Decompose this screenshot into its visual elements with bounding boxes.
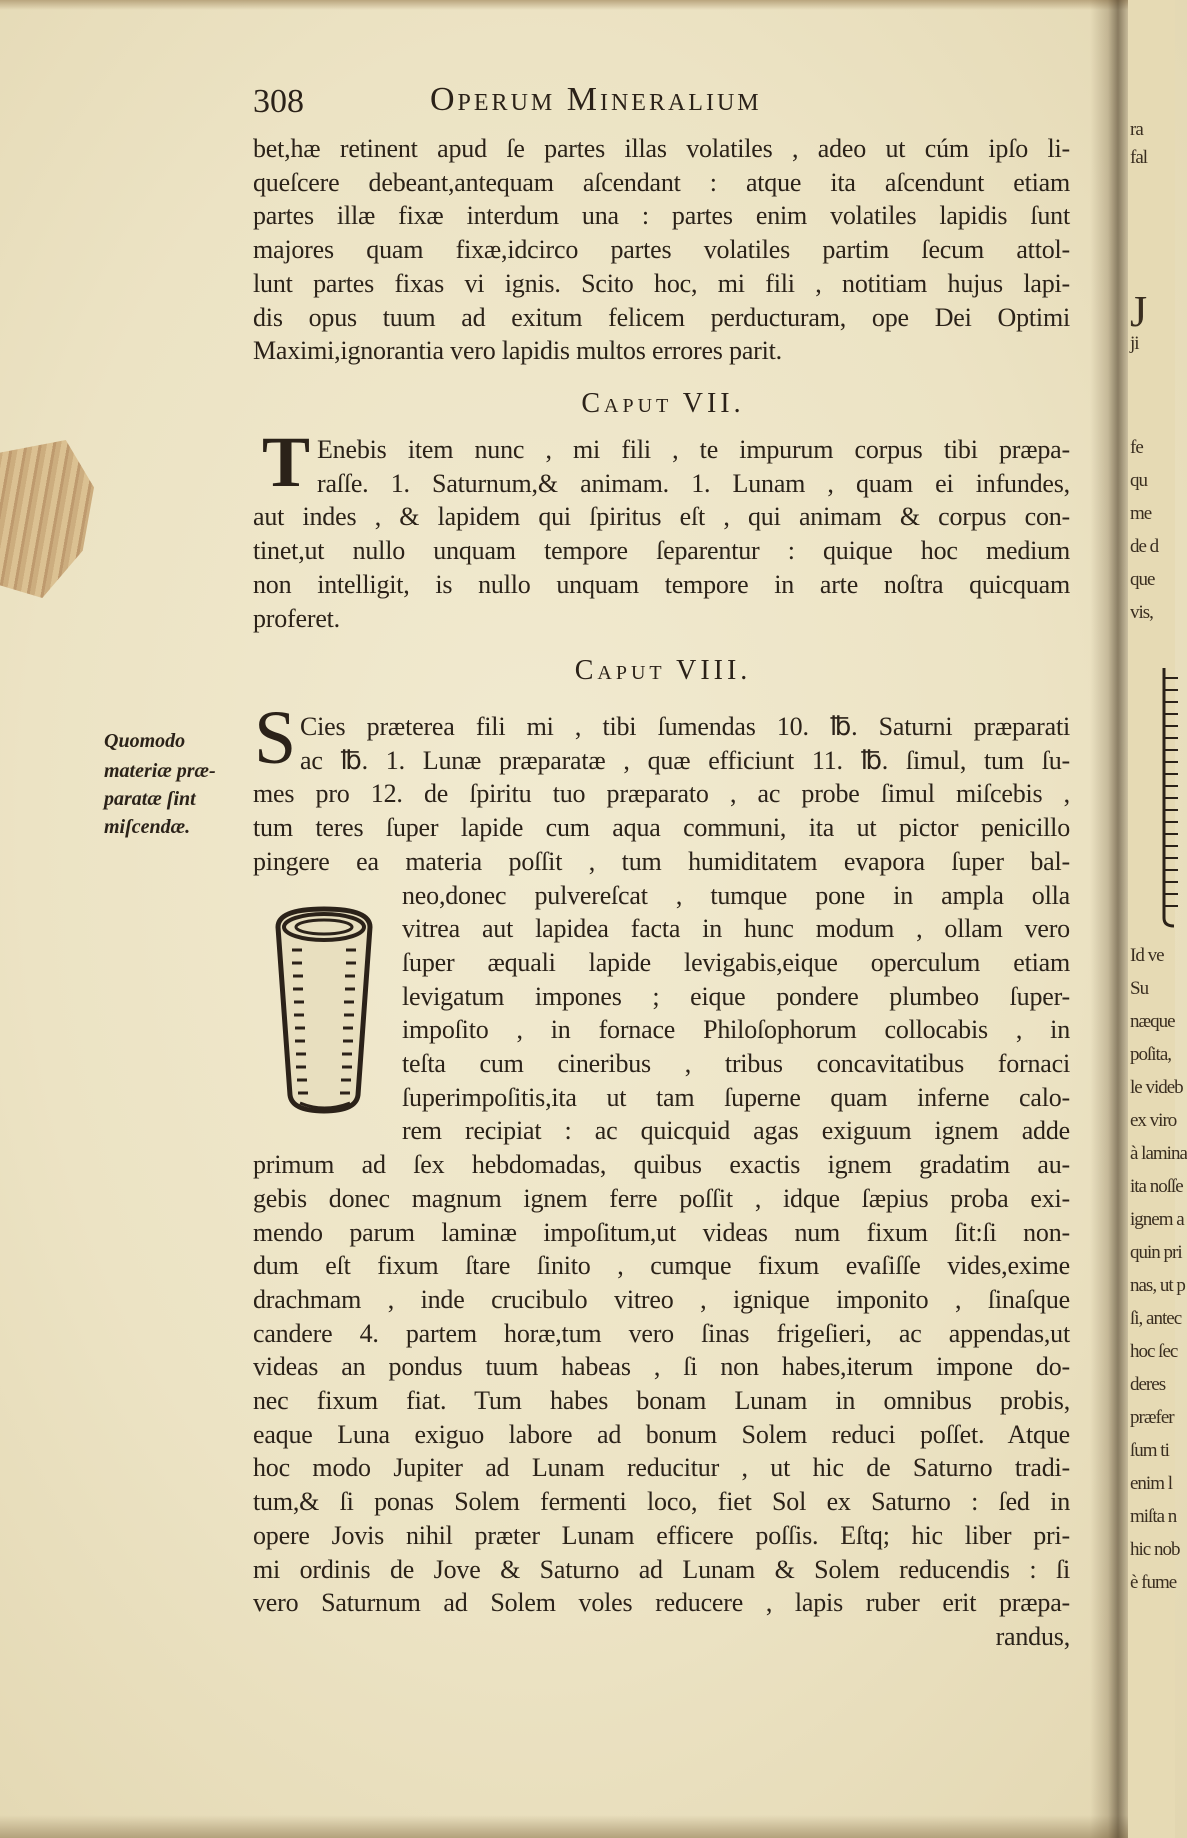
page-top-edge — [0, 0, 1175, 10]
facing-page-fragment: quin pri — [1130, 1242, 1182, 1263]
text-line: teſta cum cineribus , tribus concavitatibus fornaci — [402, 1049, 1070, 1078]
text-line: tum teres ſuper lapide cum aqua communi, ita ut pictor penicillo — [253, 813, 1070, 843]
text-line: hoc modo Jupiter ad Lunam reducitur , ut hic de Saturno tradi- — [253, 1453, 1070, 1483]
facing-page-fragment: miſta n — [1130, 1506, 1177, 1527]
chapter-7-drop-cap: T — [262, 422, 311, 502]
text-line: drachmam , inde crucibulo vitreo , ignique imponito , ſinaſque — [253, 1284, 1070, 1314]
text-line: aut indes , & lapidem qui ſpiritus eſt , qui animam & corpus con- — [253, 502, 1070, 532]
facing-page-fragment: ex viro — [1130, 1110, 1177, 1131]
text-line: neo,donec pulvereſcat , tumque pone in ampla olla — [402, 880, 1070, 910]
text-line: primum ad ſex hebdomadas, quibus exactis ignem gradatim au- — [253, 1150, 1070, 1180]
facing-page-fragment: ita noſſe — [1130, 1176, 1183, 1197]
facing-page-fragment: næque — [1130, 1011, 1175, 1032]
text-line: partes illæ fixæ interdum una : partes enim volatiles lapidis ſunt — [253, 201, 1070, 231]
text-line: ſuper æquali lapide levigabis,eique operculum etiam — [402, 947, 1070, 977]
text-line: impoſito , in fornace Philoſophorum collocabis , in — [402, 1015, 1070, 1045]
text-line: raſſe. 1. Saturnum,& animam. 1. Lunam , quam ei infundes, — [317, 468, 1070, 498]
margin-note-line: paratæ ſint — [104, 788, 196, 810]
text-line: rem recipiat : ac quicquid agas exiguum ignem adde — [402, 1116, 1070, 1146]
facing-page-fragment: Id ve — [1130, 945, 1164, 966]
text-line: bet,hæ retinent apud ſe partes illas volatiles , adeo ut cúm ipſo li- — [253, 134, 1070, 163]
text-line: opere Jovis nihil præter Lunam efficere poſſis. Eſtq; hic liber pri- — [253, 1520, 1070, 1550]
page-bottom-edge — [0, 1815, 1175, 1838]
facing-page-fragment: qu — [1130, 470, 1147, 491]
text-line: gebis donec magnum ignem ferre poſſit , idque ſæpius proba exi- — [253, 1183, 1070, 1213]
facing-page-fragment: enim l — [1130, 1473, 1173, 1494]
facing-page-fragment: ſum ti — [1130, 1440, 1169, 1461]
chapter-8-drop-cap: S — [254, 696, 297, 780]
facing-page-fragment: de d — [1130, 536, 1159, 557]
text-line: majores quam fixæ,idcirco partes volatiles partim ſecum attol- — [253, 235, 1070, 265]
text-line: tinet,ut nullo unquam tempore ſeparentur : quique hoc medium — [253, 536, 1070, 566]
facing-page-fragment: hoc ſec — [1130, 1341, 1178, 1362]
text-line: Cies præterea fili mi , tibi ſumendas 10. ℔. Saturni præparati — [300, 712, 1070, 741]
text-line: tum,& ſi ponas Solem fermenti loco, fiet Sol ex Saturno : ſed in — [253, 1487, 1070, 1517]
text-line: nec fixum fiat. Tum habes bonam Lunam in omnibus probis, — [253, 1386, 1070, 1415]
facing-page-fragment: nas, ut p — [1130, 1275, 1185, 1296]
text-line: pingere ea materia poſſit , tum humiditatem evapora ſuper bal- — [253, 846, 1070, 876]
page-number: 308 — [253, 83, 304, 120]
facing-page-fragment: ſi, antec — [1130, 1308, 1182, 1329]
text-line: mendo parum laminæ impoſitum,ut videas num fixum ſit:ſi non- — [253, 1217, 1070, 1247]
text-line: videas an pondus tuum habeas , ſi non habes,iterum impone do- — [253, 1352, 1070, 1382]
facing-page-fragment: vis, — [1130, 602, 1153, 623]
text-line: ac ℔. 1. Lunæ præparatæ , quæ efficiunt 11. ℔. ſimul, tum ſu- — [300, 745, 1070, 775]
facing-page-strip — [1128, 0, 1187, 1838]
facing-page-fragment: J — [1130, 287, 1147, 336]
text-line: vero Saturnum ad Solem voles reducere , lapis ruber erit præpa- — [253, 1588, 1070, 1618]
coil-illustration-fragment — [1156, 668, 1178, 928]
book-gutter-shadow — [1090, 0, 1130, 1838]
text-line: ſuperimpoſitis,ita ut tam ſuperne quam inferne calo- — [402, 1082, 1070, 1112]
text-line: queſcere debeant,antequam aſcendant : atque ita aſcendunt etiam — [253, 167, 1070, 197]
text-line: vitrea aut lapidea facta in hunc modum , ollam vero — [402, 914, 1070, 944]
text-line: dum eſt fixum ſtare ſinito , cumque fixum evaſiſſe vides,exime — [253, 1251, 1070, 1281]
vessel-illustration — [270, 905, 378, 1115]
text-line: lunt partes fixas vi ignis. Scito hoc, mi fili , notitiam hujus lapi- — [253, 268, 1070, 298]
facing-page-fragment: ignem a — [1130, 1209, 1184, 1230]
facing-page-fragment: ji — [1130, 333, 1139, 354]
text-line: dis opus tuum ad exitum felicem perducturam, ope Dei Optimi — [253, 302, 1070, 332]
margin-note-line: miſcendæ. — [104, 816, 191, 838]
text-line: candere 4. partem horæ,tum vero ſinas frigeſieri, ac appendas,ut — [253, 1318, 1070, 1348]
facing-page-fragment: que — [1130, 569, 1155, 590]
text-line: randus, — [995, 1621, 1070, 1651]
text-line: mes pro 12. de ſpiritu tuo præparato , ac probe ſimul miſcebis , — [253, 779, 1070, 809]
margin-note-line: materiæ præ- — [104, 760, 216, 782]
facing-page-fragment: Su — [1130, 978, 1149, 999]
facing-page-fragment: ra — [1130, 119, 1143, 140]
text-line: non intelligit, is nullo unquam tempore in arte noſtra quicquam — [253, 569, 1070, 599]
text-line: Enebis item nunc , mi fili , te impurum corpus tibi præpa- — [317, 435, 1070, 464]
facing-page-fragment: præfer — [1130, 1407, 1174, 1428]
facing-page-fragment: hic nob — [1130, 1539, 1180, 1560]
facing-page-fragment: le videb — [1130, 1077, 1183, 1098]
text-line: proferet. — [253, 603, 340, 633]
facing-page-fragment: à lamina — [1130, 1143, 1187, 1164]
chapter-8-heading: Caput VIII. — [574, 655, 752, 686]
text-line: eaque Luna exiguo labore ad bonum Solem reduci poſſet. Atque — [253, 1419, 1070, 1449]
margin-note-line: Quomodo — [104, 730, 186, 752]
facing-page-fragment: fal — [1130, 147, 1148, 168]
chapter-7-heading: Caput VII. — [581, 388, 745, 419]
facing-page-fragment: è fume — [1130, 1572, 1177, 1593]
text-line: Maximi,ignorantia vero lapidis multos errores parit. — [253, 336, 782, 366]
text-line: mi ordinis de Jove & Saturno ad Lunam & Solem reducendis : ſi — [253, 1554, 1070, 1584]
wooden-bookmark-fragment — [0, 440, 94, 598]
facing-page-fragment: me — [1130, 503, 1152, 524]
running-head: Operum Mineralium — [430, 81, 762, 118]
facing-page-fragment: deres — [1130, 1374, 1166, 1395]
facing-page-fragment: poſita, — [1130, 1044, 1172, 1065]
facing-page-fragment: fe — [1130, 437, 1143, 458]
text-line: levigatum impones ; eique pondere plumbeo ſuper- — [402, 981, 1070, 1011]
